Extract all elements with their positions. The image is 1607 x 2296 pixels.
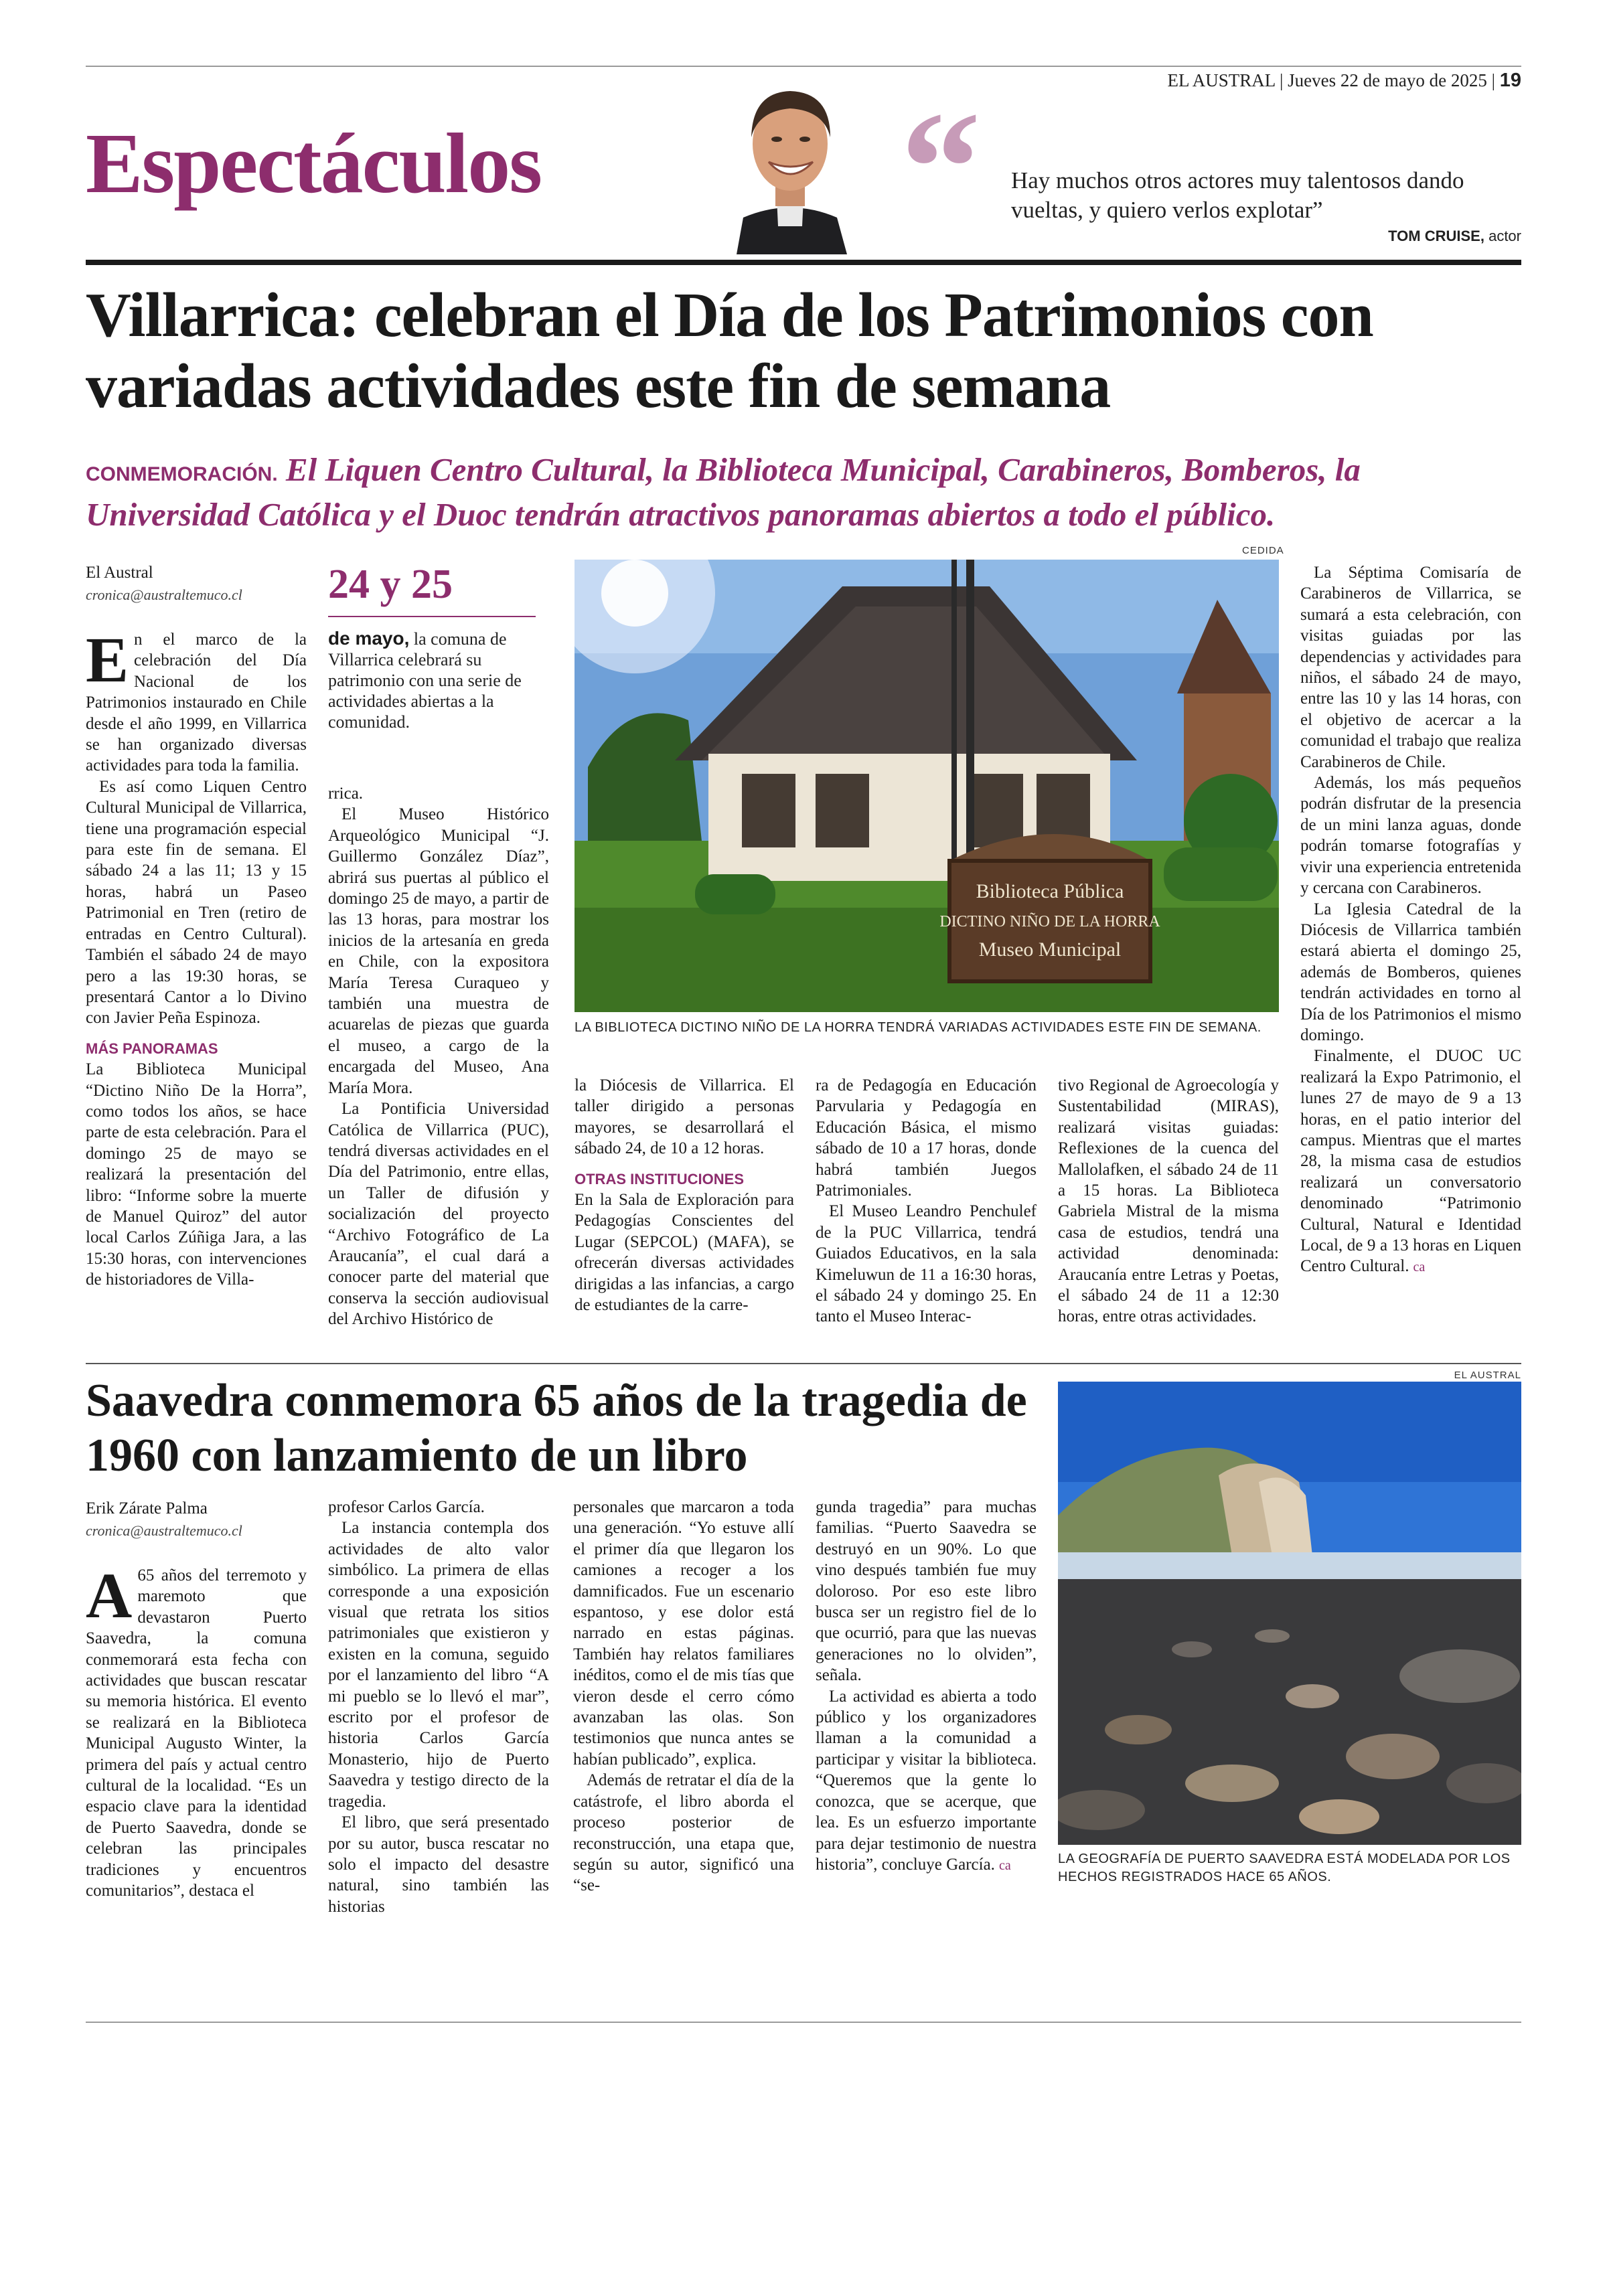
subhead-mas-panoramas: MÁS PANORAMAS xyxy=(86,1040,218,1057)
article2-col4-p2: La actividad es abierta a todo público y los organizadores llaman a la comunidad a participar y visitar la biblioteca. “Queremos que la gente lo conozca, que se acerque, que lea. Es un esfuerzo importante para dejar testimonio de nuestra historia”, concluye García. xyxy=(816,1687,1037,1874)
article2-col3-p1: personales que marcaron a toda una generación. “Yo estuve allí el primer día que llegaron los camiones a recoger a los damnificados. Fue un escenario espantoso, y ese dolor está narrado en estas páginas. También hay relatos familiares inéditos, como el de mis tías que vieron desde el cerro cómo avanzaban las olas. Son testimonios que nunca antes se habían publicado”, explica. xyxy=(573,1498,794,1769)
article1-headline: Villarrica: celebran el Día de los Patrimonios con variadas actividades este fin de semana xyxy=(86,280,1373,421)
article1-col1-p3: La Biblioteca Municipal “Dictino Niño De la Horra”, como todos los años, se hace parte de esta celebración. Para el domingo 25 de mayo se realizará la presentación del libro: “Informe sobre la muerte de Manuel Quiroz” del autor local Carlos Zúñiga Jara, a las 15:30 horas, con intervenciones de historiadores de Villa- xyxy=(86,1060,307,1289)
page-number: 19 xyxy=(1499,70,1521,91)
article2-col2-p3: El libro, que será presentado por su autor, busca rescatar no solo el impacto del desastre natural, sino también las historias xyxy=(328,1813,549,1916)
bottom-rule xyxy=(86,2022,1521,2023)
article-separator xyxy=(86,1363,1521,1364)
article2-col1-p1: 65 años del terremoto y maremoto que devastaron Puerto Saavedra, la comuna conmemorará esta fecha con actividades que buscan rescatar su memoria histórica. El evento se realizará en la Biblioteca Municipal Augusto Winter, la primera del país y actual centro cultural de la localidad. “Es un espacio clave para la identidad de Puerto Saavedra, donde se celebran las principales tradiciones y encuentros comunitarios”, destaca el xyxy=(86,1566,307,1900)
folio: EL AUSTRAL | Jueves 22 de mayo de 2025 | 19 xyxy=(1167,70,1521,91)
tom-cruise-portrait xyxy=(723,74,857,254)
article2-headline: Saavedra conmemora 65 años de la tragedia de 1960 con lanzamiento de un libro xyxy=(86,1375,1027,1481)
top-rule xyxy=(86,66,1521,67)
article1-col6-p4: Finalmente, el DUOC UC realizará la Expo Patrimonio, el lunes 27 de mayo de 9 a 13 horas, en el patio interior del campus. Mientras que el martes 28, la misma casa de estudios realizará un conversatorio denominado “Patrimonio Cultural, Natural e Identidad Local, de 9 a 13 horas en Liquen Centro Cultural. xyxy=(1300,1047,1521,1276)
paper-name: EL AUSTRAL xyxy=(1167,70,1276,90)
highlight-box xyxy=(328,628,536,732)
article1-column-1 xyxy=(86,624,307,1291)
library-photo xyxy=(575,560,1279,1012)
saavedra-beach-photo xyxy=(1058,1382,1521,1845)
article1-col4-p2: El Museo Leandro Penchulef de la PUC Villarrica, tendrá Guiados Educativos, en la sala Kimeluwun de 11 a 16:30 horas, el sábado 24 y domingo 25. En tanto el Museo Interac- xyxy=(816,1202,1037,1326)
section-rule xyxy=(86,260,1521,265)
quote-attribution xyxy=(1388,228,1521,245)
article2-col4-p1: gunda tragedia” para muchas familias. “Puerto Saavedra se destruyó en un 90%. Lo que vino después también fue muy doloroso. Por eso este libro busca ser un registro fiel de lo que ocurrió, para que las nuevas generaciones no lo olviden”, señala. xyxy=(816,1498,1037,1685)
article1-kicker: CONMEMORACIÓN. xyxy=(86,463,278,485)
article2-col2-p1: profesor Carlos García. xyxy=(328,1498,485,1516)
photo1-credit: CEDIDA xyxy=(1242,545,1284,556)
quote-mark-icon: “ xyxy=(901,78,981,256)
sign-line-3: Museo Municipal xyxy=(978,938,1122,961)
article1-col3-p1: la Diócesis de Villarrica. El taller dirigido a personas mayores, se desarrollará el sábado 24, de 10 a 12 horas. xyxy=(575,1076,794,1158)
article2-byline: Erik Zárate Palma xyxy=(86,1499,208,1518)
photo2-credit: EL AUSTRAL xyxy=(1454,1370,1521,1381)
article1-column-3 xyxy=(575,1075,794,1315)
article1-column-5 xyxy=(1058,1075,1279,1327)
quote-role: actor xyxy=(1488,228,1521,244)
article1-column-2 xyxy=(328,783,549,1330)
article1-col6-p3: La Iglesia Catedral de la Diócesis de Villarrica también estará abierta el domingo 25, además de Bomberos, quienes tendrán actividades en torno al Día de los Patrimonios el mismo domingo. xyxy=(1300,900,1521,1044)
article1-col1-p2: Es así como Liquen Centro Cultural Municipal de Villarrica, tiene una programación especial para este fin de semana. El sábado 24 a las 11; 13 y 15 horas, habrá un Paseo Patrimonial en Tren (retiro de entradas en Centro Cultural). También el sábado 24 de mayo pero a las 19:30 horas, se presentará Cantor a lo Divino con Javier Peña Espinoza. xyxy=(86,777,307,1028)
article2-col2-p2: La instancia contempla dos actividades de alto valor simbólico. La primera de ellas corresponde a una exposición visual que retrata los sitios patrimoniales que existieron y existen en la comuna, seguido por el lanzamiento del libro “A mi pueblo se lo llevó el mar”, escrito por el profesor de historia Carlos García Monasterio, hijo de Puerto Saavedra y testigo directo de la tragedia. xyxy=(328,1519,549,1811)
sign-line-1: Biblioteca Pública xyxy=(976,880,1124,902)
sign-line-2: DICTINO NIÑO DE LA HORRA xyxy=(939,913,1160,930)
article1-col2-p3: La Pontificia Universidad Católica de Villarrica (PUC), tendrá diversas actividades en el Día del Patrimonio, entre ellas, un Taller de difusión y socialización del proyecto “Archivo Fotográfico de La Araucanía”, el cual dará a conocer parte del material que conserva la sección audiovisual del Archivo Histórico de xyxy=(328,1100,549,1329)
article1-deck-text: El Liquen Centro Cultural, la Biblioteca Municipal, Carabineros, Bomberos, la Universidad Católica y el Duoc tendrán atractivos panoramas abiertos a todo el público. xyxy=(86,451,1361,533)
article2-dropcap: A xyxy=(86,1560,133,1631)
pull-quote: Hay muchos otros actores muy talentosos dando vueltas, y quiero verlos explotar” xyxy=(1011,167,1464,223)
highlight-number: 24 y 25 xyxy=(328,562,453,607)
highlight-text: la comuna de Villarrica celebrará su patrimonio con una serie de actividades abiertas a la comunidad. xyxy=(328,629,522,732)
highlight-bold: de mayo, xyxy=(328,628,410,649)
article2-col3-p2: Además de retratar el día de la catástrofe, el libro aborda el proceso posterior de reconstrucción, una etapa que, según su autor, significó una “se- xyxy=(573,1771,794,1895)
article1-col2-p1: rrica. xyxy=(328,785,364,803)
article1-column-6 xyxy=(1300,562,1521,1279)
article2-column-3 xyxy=(573,1497,794,1896)
photo2-caption: LA GEOGRAFÍA DE PUERTO SAAVEDRA ESTÁ MODELADA POR LOS HECHOS REGISTRADOS HACE 65 AÑOS. xyxy=(1058,1852,1511,1884)
quote-author: TOM CRUISE, xyxy=(1388,228,1484,244)
article1-col2-p2: El Museo Histórico Arqueológico Municipal “J. Guillermo González Díaz”, abrirá sus puertas al público el domingo 25 de mayo, a partir de las 13 horas, para mostrar los inicios de la artesanía en greda en Chile, con la expositora María Teresa Curaqueo y también una muestra de acuarelas de piezas que guarda el museo, a cargo de la encargada del Museo, Ana María Mora. xyxy=(328,805,549,1097)
subhead-otras-instituciones: OTRAS INSTITUCIONES xyxy=(575,1170,745,1187)
article1-col5-p1: tivo Regional de Agroecología y Sustentabilidad (MIRAS), realizará visitas guiadas: Reflexiones de la cuenca del Mallolafken, el sábado 24 de 11 a 15 horas. La Biblioteca Gabriela Mistral de la misma casa de estudios, tendrá una actividad denominada: Araucanía entre Letras y Poetas, el sábado 24 de 11 a 12:30 horas, entre otras actividades. xyxy=(1058,1076,1279,1326)
article1-email: cronica@australtemuco.cl xyxy=(86,586,242,603)
article1-dropcap: E xyxy=(86,624,129,695)
article1-col6-p1: La Séptima Comisaría de Carabineros de Villarrica, se sumará a esta celebración, con visitas guiadas por las dependencias y actividades para niños, el sábado 24 de mayo, entre las 10 y las 14 horas, con el objetivo de acercar a la comunidad el trabajo que realiza Carabineros de Chile. xyxy=(1300,564,1521,771)
article2-column-2 xyxy=(328,1497,549,1917)
article1-byline: El Austral xyxy=(86,564,153,582)
article1-col1-p1: n el marco de la celebración del Día Nacional de los Patrimonios instaurado en Chile desde el año 1999, en Villarrica se han organizado diversas actividades para toda la familia. xyxy=(86,631,307,775)
article1-deck xyxy=(86,450,1525,535)
article1-col6-p2: Además, los más pequeños podrán disfrutar de la presencia de un mini lanza aguas, donde podrán tomarse fotografías y vivir una experiencia entretenida y cercana con Carabineros. xyxy=(1300,774,1521,898)
article2-email: cronica@australtemuco.cl xyxy=(86,1522,242,1539)
end-mark-icon-2: ca xyxy=(998,1858,1011,1873)
article2-column-1 xyxy=(86,1560,307,1902)
section-title: Espectáculos xyxy=(86,116,541,211)
article1-col3-p2: En la Sala de Exploración para Pedagogías Conscientes del Lugar (SEPCOL) (MAFA), se ofrecerán diversas actividades dirigidas a las infancias, a cargo de estudiantes de la carre- xyxy=(575,1191,794,1315)
end-mark-icon: ca xyxy=(1413,1260,1426,1275)
issue-date: Jueves 22 de mayo de 2025 xyxy=(1288,70,1487,90)
article1-column-4 xyxy=(816,1075,1037,1327)
article1-col4-p1: ra de Pedagogía en Educación Parvularia y Pedagogía en Educación Básica, el mismo sábado de 10 a 17 horas, donde habrá también Juegos Patrimoniales. xyxy=(816,1076,1037,1200)
highlight-rule xyxy=(328,616,536,617)
photo1-caption: LA BIBLIOTECA DICTINO NIÑO DE LA HORRA TENDRÁ VARIADAS ACTIVIDADES ESTE FIN DE SEMANA. xyxy=(575,1020,1261,1035)
article2-column-4 xyxy=(816,1497,1037,1876)
